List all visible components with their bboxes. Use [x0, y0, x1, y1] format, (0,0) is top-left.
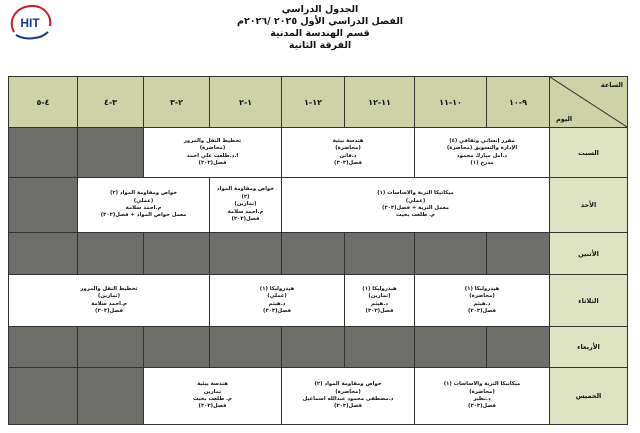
day-cell: الثلاثاء — [550, 275, 628, 327]
year-label: الفرقة الثانية — [288, 40, 352, 51]
lecture-cell: خواص ومقاومة المواد (٢) (عملي) م.أحمد سلامة معمل خواص المواد + فصل(٣٠٣) — [78, 178, 210, 233]
time-slot-header: ٤-٥ — [9, 77, 78, 128]
lecture-cell: خواص ومقاومة المواد (٢) (محاضرة) د.مصطفى محمود عبدالله اسماعيل فصل(٣٠٣) — [282, 368, 415, 425]
day-cell: السبت — [550, 128, 628, 178]
day-label: اليوم — [556, 115, 573, 123]
empty-slot — [144, 233, 210, 275]
lecture-cell: تخطيط النقل والمرور (محاضرة) أ.د.طلعت علي أحمد فصل(٣٠٣) — [144, 128, 282, 178]
schedule-title: الجدول الدراسي — [281, 4, 359, 15]
lecture-cell: خواص ومقاومة المواد (٢) (تمارين) م.أحمد سلامة فصل(٣٠٣) — [210, 178, 282, 233]
time-slot-header: ٢-٣ — [144, 77, 210, 128]
empty-slot — [415, 327, 487, 368]
department-label: قسم الهندسة المدنية — [270, 28, 370, 39]
day-row-sunday — [9, 178, 628, 233]
day-row-wednesday — [9, 327, 628, 368]
svg-text:HIT: HIT — [20, 16, 40, 30]
day-cell: الأثنين — [550, 233, 628, 275]
time-slot-header: ١-٢ — [210, 77, 282, 128]
time-slot-header: ٣-٤ — [78, 77, 144, 128]
lecture-cell: هيدروليكا (١) (عملي) د.هيثم فصل(٣٠٣) — [210, 275, 345, 327]
empty-slot — [78, 368, 144, 425]
lecture-cell: ميكانيكا التربة والأساسات (١) (محاضرة) د.نظير فصل(٣٠٣) — [415, 368, 550, 425]
empty-slot — [345, 327, 415, 368]
time-label: الساعة — [600, 81, 623, 89]
empty-slot — [78, 327, 144, 368]
semester-label: الفصل الدراسي الأول ٢٠٢٥ /٢٠٢٦م — [236, 16, 404, 27]
day-cell: الأحد — [550, 178, 628, 233]
day-cell: الأربعاء — [550, 327, 628, 368]
lecture-cell: مقرر إنساني وثقافي (٤) الإدارة والتسويق (محاضرة) د.امل مبارك محمود مدرج (١) — [415, 128, 550, 178]
empty-slot — [78, 128, 144, 178]
empty-slot — [415, 233, 487, 275]
lecture-cell: تخطيط النقل والمرور (تمارين) م.أحمد سلامة فصل(٣٠٣) — [9, 275, 210, 327]
empty-slot — [210, 327, 282, 368]
lecture-cell: هندسة بيئية تمارين م. طلعت بخيت فصل(٣٠٣) — [144, 368, 282, 425]
empty-slot — [345, 233, 415, 275]
time-header-row — [9, 77, 628, 128]
schedule-header — [0, 4, 640, 52]
schedule-table — [8, 76, 628, 425]
day-row-saturday — [9, 128, 628, 178]
time-slot-header: ١٢-١ — [282, 77, 345, 128]
time-slot-header: ١٠-١١ — [415, 77, 487, 128]
day-row-monday — [9, 233, 628, 275]
empty-slot — [210, 233, 282, 275]
empty-slot — [9, 327, 78, 368]
lecture-cell: هيدروليكا (١) (محاضرة) د.هيثم فصل(٣٠٣) — [415, 275, 550, 327]
day-row-thursday — [9, 368, 628, 425]
time-slot-header: ٩-١٠ — [487, 77, 550, 128]
time-slot-header: ١١-١٢ — [345, 77, 415, 128]
empty-slot — [282, 233, 345, 275]
corner-cell — [550, 77, 628, 128]
lecture-cell: هندسة بيئية (محاضرة) د.فاتن فصل(٣٠٣) — [282, 128, 415, 178]
day-row-tuesday — [9, 275, 628, 327]
day-cell: الخميس — [550, 368, 628, 425]
empty-slot — [487, 327, 550, 368]
empty-slot — [9, 233, 78, 275]
empty-slot — [9, 128, 78, 178]
empty-slot — [9, 368, 78, 425]
empty-slot — [144, 327, 210, 368]
empty-slot — [9, 178, 78, 233]
empty-slot — [282, 327, 345, 368]
empty-slot — [78, 233, 144, 275]
lecture-cell: ميكانيكا التربة والأساسات (١) (عملي) معمل التربة + فصل(٣٠٣) م. طلعت بخيت — [282, 178, 550, 233]
lecture-cell: هيدروليكا (١) (تمارين) د.هيثم فصل(٣٠٣) — [345, 275, 415, 327]
empty-slot — [487, 233, 550, 275]
